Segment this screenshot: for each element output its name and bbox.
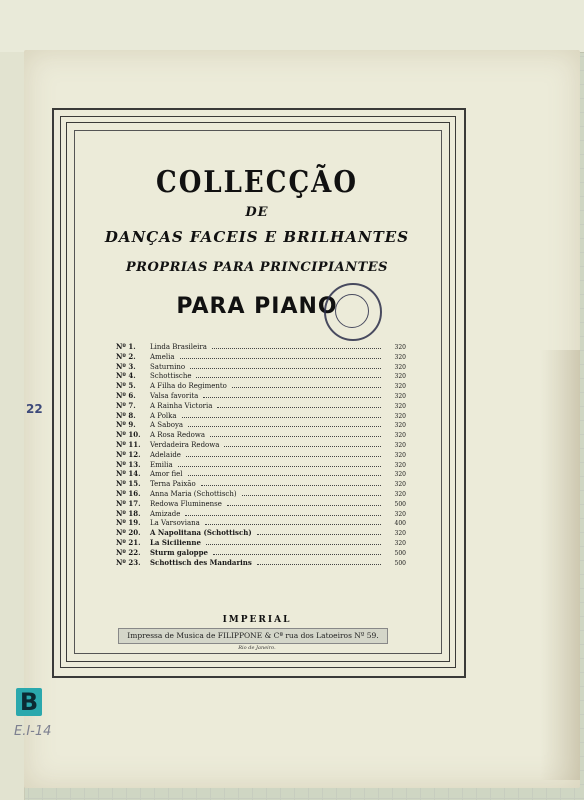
piece-price: 320 bbox=[394, 353, 406, 361]
dot-leader bbox=[201, 479, 381, 486]
piece-title: Schottische bbox=[150, 372, 192, 381]
piece-title: A Filha do Regimento bbox=[150, 382, 227, 391]
piece-row bbox=[116, 548, 406, 558]
dot-leader bbox=[182, 411, 381, 418]
dot-leader bbox=[210, 430, 381, 437]
piece-title: Anna Maria (Schottisch) bbox=[150, 489, 237, 498]
piece-number: Nº 10. bbox=[116, 430, 141, 440]
piece-number: Nº 1. bbox=[116, 342, 136, 351]
piece-price: 320 bbox=[394, 373, 406, 381]
dot-leader bbox=[224, 440, 381, 447]
dot-leader bbox=[196, 371, 381, 378]
piece-price: 500 bbox=[394, 500, 406, 508]
piece-number: Nº 15. bbox=[116, 479, 141, 489]
piece-row bbox=[116, 450, 406, 460]
piece-number: Nº 21. bbox=[116, 537, 141, 547]
dot-leader bbox=[257, 558, 381, 565]
piece-row bbox=[116, 469, 406, 479]
piece-title: A Saboya bbox=[150, 421, 184, 430]
piece-title: Linda Brasileira bbox=[150, 343, 207, 351]
piece-number: Nº 4. bbox=[116, 371, 136, 381]
dot-leader bbox=[212, 342, 381, 349]
title-de: DE bbox=[245, 205, 269, 220]
piece-price: 320 bbox=[394, 392, 406, 400]
piece-row bbox=[116, 499, 406, 509]
piece-row bbox=[116, 430, 406, 440]
dot-leader bbox=[232, 381, 381, 388]
piece-row bbox=[116, 411, 406, 421]
piece-title: Amelia bbox=[150, 352, 175, 361]
piece-price: 320 bbox=[394, 539, 406, 547]
piece-number: Nº 16. bbox=[116, 488, 141, 498]
piece-title: La Varsoviana bbox=[150, 519, 200, 528]
dot-leader bbox=[257, 528, 381, 535]
imperial-heading: IMPERIAL bbox=[222, 615, 292, 625]
piece-number: Nº 11. bbox=[116, 439, 141, 449]
piece-row bbox=[116, 489, 406, 499]
piece-title: Terna Paixão bbox=[150, 480, 196, 489]
piece-number: Nº 23. bbox=[116, 557, 141, 567]
piece-price: 320 bbox=[394, 471, 406, 479]
catalog-label: B bbox=[16, 688, 42, 716]
piece-price: 400 bbox=[394, 520, 406, 528]
piece-price: 320 bbox=[394, 422, 406, 430]
piece-title: Sturm galoppe bbox=[150, 547, 208, 557]
dot-leader bbox=[188, 420, 381, 427]
dot-leader bbox=[186, 450, 381, 457]
top-paper-strip bbox=[0, 0, 584, 53]
piece-price: 320 bbox=[394, 461, 406, 469]
piece-title: Schottisch des Mandarins bbox=[150, 557, 252, 567]
piece-title: Adelaide bbox=[150, 450, 181, 459]
piece-number: Nº 17. bbox=[116, 498, 141, 508]
dot-leader bbox=[242, 489, 381, 496]
piece-title: La Sicilienne bbox=[150, 537, 201, 547]
dot-leader bbox=[180, 352, 382, 359]
dot-leader bbox=[213, 548, 381, 555]
piece-price: 320 bbox=[394, 530, 406, 538]
piece-title: Saturnino bbox=[150, 362, 186, 371]
piece-title: A Rosa Redowa bbox=[150, 431, 206, 440]
paper-stain bbox=[540, 350, 580, 780]
piece-price: 320 bbox=[394, 510, 406, 518]
library-stamp bbox=[324, 283, 382, 341]
piece-number: Nº 20. bbox=[116, 528, 141, 538]
pencil-call-number: E.I-14 bbox=[14, 724, 52, 739]
piece-row bbox=[116, 558, 406, 568]
piece-price: 320 bbox=[394, 383, 406, 391]
dot-leader bbox=[217, 401, 381, 408]
piece-row bbox=[116, 362, 406, 372]
publisher-imprint: Impressa de Musica de FILIPPONE & Cª rua dos Latoeiros Nº 59. bbox=[118, 628, 388, 644]
piece-number: Nº 22. bbox=[116, 547, 141, 557]
library-stamp-inner-ring bbox=[335, 294, 369, 328]
piece-title: A Polka bbox=[150, 411, 177, 420]
dot-leader bbox=[185, 509, 381, 516]
piece-price: 500 bbox=[394, 559, 406, 567]
piece-title: Redowa Fluminense bbox=[150, 499, 222, 508]
piece-row bbox=[116, 342, 406, 352]
title-dances: DANÇAS FACEIS E BRILHANTES bbox=[104, 228, 410, 246]
piece-row bbox=[116, 352, 406, 362]
piece-number: Nº 3. bbox=[116, 361, 136, 371]
piece-number: Nº 14. bbox=[116, 469, 141, 479]
piece-number: Nº 5. bbox=[116, 381, 136, 391]
piece-title: Amor fiel bbox=[150, 470, 183, 479]
piece-row bbox=[116, 538, 406, 548]
piece-title: Verdadeira Redowa bbox=[150, 440, 220, 449]
shelf-number: 22 bbox=[26, 402, 43, 416]
dot-leader bbox=[203, 391, 381, 398]
piece-title: A Napolitana (Schottisch) bbox=[150, 528, 252, 538]
piece-price: 320 bbox=[394, 441, 406, 449]
title-para-piano: PARA PIANO bbox=[176, 294, 338, 319]
dot-leader bbox=[206, 538, 381, 545]
piece-row bbox=[116, 440, 406, 450]
dot-leader bbox=[227, 499, 381, 506]
piece-price: 320 bbox=[394, 432, 406, 440]
piece-price: 320 bbox=[394, 412, 406, 420]
piece-price: 320 bbox=[394, 344, 406, 351]
piece-row bbox=[116, 509, 406, 519]
piece-price: 320 bbox=[394, 363, 406, 371]
piece-number: Nº 19. bbox=[116, 518, 141, 528]
dot-leader bbox=[178, 460, 381, 467]
piece-number: Nº 8. bbox=[116, 410, 136, 420]
piece-price: 320 bbox=[394, 481, 406, 489]
piece-row bbox=[116, 460, 406, 470]
piece-row bbox=[116, 528, 406, 538]
piece-price: 320 bbox=[394, 451, 406, 459]
piece-number: Nº 12. bbox=[116, 449, 141, 459]
piece-price: 320 bbox=[394, 402, 406, 410]
title-collection: COLLECÇÃO bbox=[156, 165, 358, 201]
publisher-city: Rio de Janeiro. bbox=[238, 645, 276, 651]
piece-number: Nº 9. bbox=[116, 420, 136, 430]
piece-number: Nº 2. bbox=[116, 351, 136, 361]
piece-title: Amizade bbox=[150, 509, 181, 518]
piece-number: Nº 18. bbox=[116, 508, 141, 518]
piece-title: A Rainha Victoria bbox=[150, 401, 213, 410]
piece-title: Emilia bbox=[150, 460, 173, 469]
piece-row bbox=[116, 518, 406, 528]
piece-row bbox=[116, 420, 406, 430]
dot-leader bbox=[205, 518, 381, 525]
piece-row bbox=[116, 401, 406, 411]
piece-price: 320 bbox=[394, 490, 406, 498]
piece-title: Valsa favorita bbox=[150, 391, 199, 400]
title-beginners: PROPRIAS PARA PRINCIPIANTES bbox=[125, 260, 389, 275]
piece-number: Nº 7. bbox=[116, 400, 136, 410]
piece-list bbox=[116, 342, 406, 567]
piece-row bbox=[116, 391, 406, 401]
piece-row bbox=[116, 371, 406, 381]
piece-price: 500 bbox=[394, 549, 406, 557]
piece-number: Nº 6. bbox=[116, 390, 136, 400]
piece-row bbox=[116, 479, 406, 489]
piece-number: Nº 13. bbox=[116, 459, 141, 469]
dot-leader bbox=[190, 362, 381, 369]
piece-row bbox=[116, 381, 406, 391]
dot-leader bbox=[188, 469, 381, 476]
